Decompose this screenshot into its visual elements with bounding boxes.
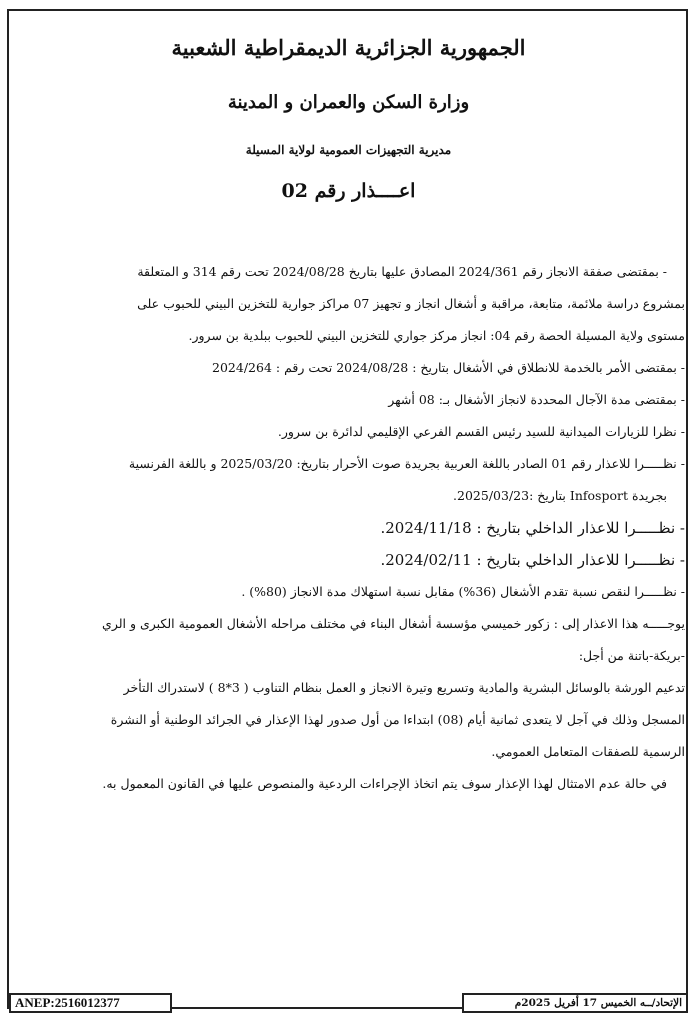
republic-heading: الجمهورية الجزائرية الديمقراطية الشعبية [171, 35, 526, 60]
body-line: - نظـــــرا للاعذار الداخلي بتاريخ : 2024/11/18. [380, 519, 685, 537]
body-line: بمشروع دراسة ملائمة، متابعة، مراقبة و أشغال انجاز و تجهيز 07 مراكز جوارية للتخزين البيني للحبوب على [137, 296, 685, 311]
directorate-heading: مديرية التجهيزات العمومية لولاية المسيلة [245, 143, 452, 157]
body-line: - بمقتضى الأمر بالخدمة للانطلاق في الأشغال بتاريخ : 2024/08/28 تحت رقم : 2024/264 [212, 360, 685, 375]
body-line: بجريدة Infosport بتاريخ :2025/03/23. [453, 488, 667, 503]
notice-body [30, 256, 685, 800]
body-line: مستوى ولاية المسيلة الحصة رقم 04: انجاز مركز جواري للتخزين البيني للحبوب ببلدية بن سرور. [188, 328, 685, 343]
ministry-heading: وزارة السكن والعمران و المدينة [227, 92, 470, 113]
body-line: - بمقتضى صفقة الانجاز رقم 2024/361 المصادق عليها بتاريخ 2024/08/28 تحت رقم 314 و المتعلقة [137, 264, 667, 279]
body-line: المسجل وذلك في آجل لا يتعدى ثمانية أيام (08) ابتداءا من أول صدور لهذا الإعذار في الجرائد الوطنية أو النشرة [110, 712, 685, 727]
body-line: - نظرا للزيارات الميدانية للسيد رئيس القسم الفرعي الإقليمي لدائرة بن سرور. [277, 424, 685, 439]
body-line: تدعيم الورشة بالوسائل البشرية والمادية وتسريع وتيرة الانجاز و العمل بنظام التناوب ( 3*8 ) لاستدراك التأخر [123, 680, 685, 695]
body-line: - نظـــــرا للاعذار رقم 01 الصادر باللغة العربية بجريدة صوت الأحرار بتاريخ: 2025/03/20 و باللغة الفرنسية [128, 456, 685, 471]
body-line: - نظـــــرا لنقص نسبة تقدم الأشغال (36%) مقابل نسبة استهلاك مدة الانجاز (80%) . [241, 584, 685, 599]
publication-line: الإتحاد/ــه الخميس 17 أفريل 2025م [462, 993, 688, 1013]
body-line: الرسمية للصفقات المتعامل العمومي. [491, 744, 685, 759]
body-line: في حالة عدم الامتثال لهذا الإعذار سوف يتم اتخاذ الإجراءات الردعية والمنصوص عليها في القانون المعمول به. [102, 776, 667, 791]
notice-title: اعــــذار رقم 02 [281, 180, 416, 202]
body-line: - نظـــــرا للاعذار الداخلي بتاريخ : 2024/02/11. [380, 551, 685, 569]
anep-reference: ANEP:2516012377 [9, 993, 172, 1013]
body-line: -بريكة-باتنة من أجل: [578, 648, 685, 663]
body-line: يوجـــــه هذا الاعذار إلى : زكور خميسي مؤسسة أشغال البناء في مختلف مراحله الأشغال العمومية الكبرى و الري [102, 616, 685, 631]
body-line: - بمقتضى مدة الآجال المحددة لانجاز الأشغال بـ: 08 أشهر [388, 392, 685, 407]
